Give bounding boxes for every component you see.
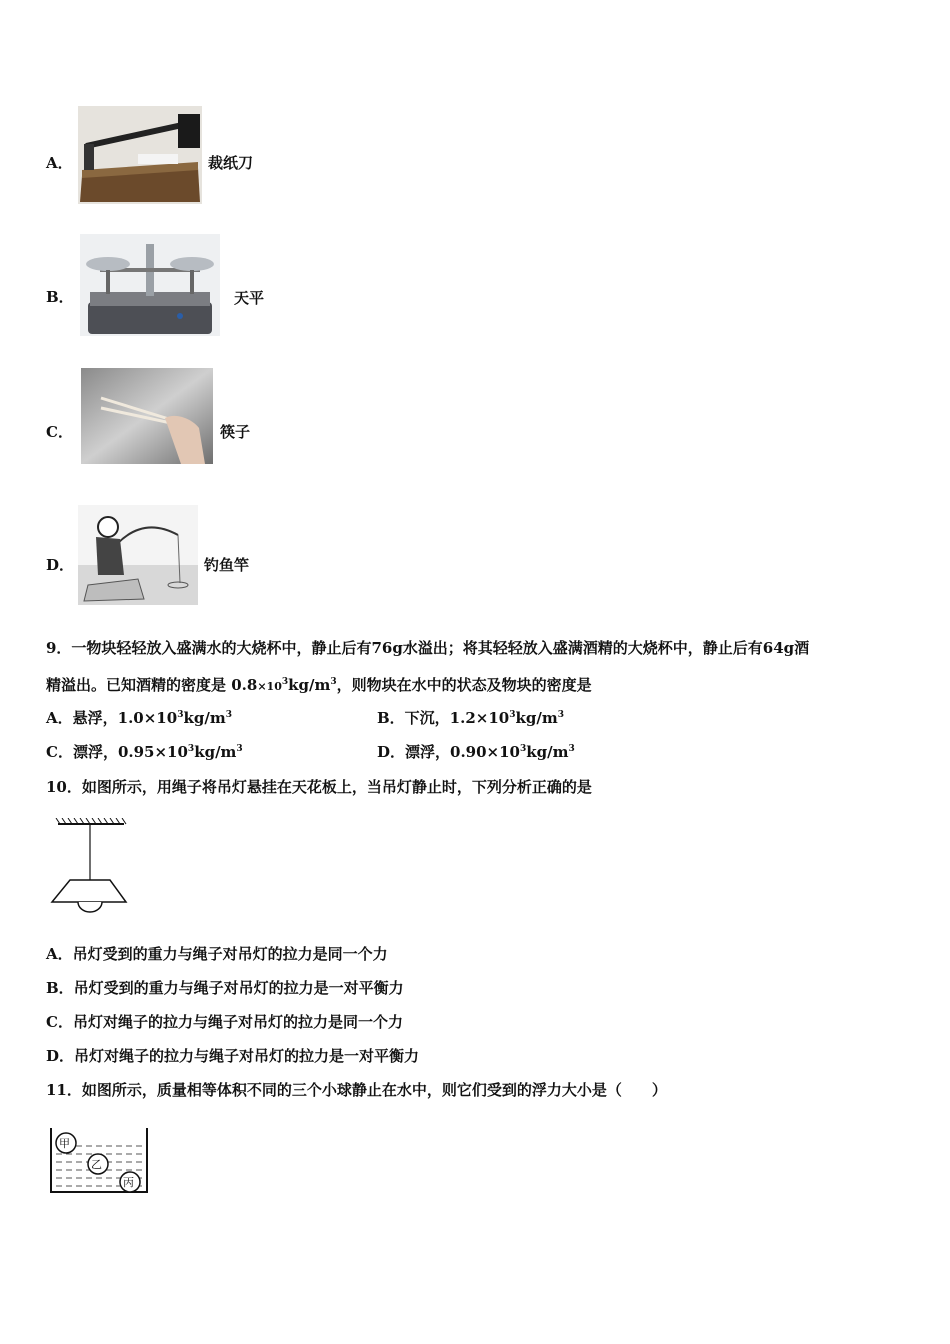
q10-option-d[interactable]: D．吊灯对绳子的拉力与绳子对吊灯的拉力是一对平衡力 [46,1047,420,1065]
fishing-rod-cartoon [78,505,198,605]
option-d-letter: D． [46,556,75,574]
option-d-label: 钓鱼竿 [204,556,250,574]
option-b-label: 天平 [234,289,265,307]
q9-option-b[interactable]: B．下沉，$1.2\times 10^3kg/m^3$ [377,709,564,727]
q10-option-c[interactable]: C．吊灯对绳子的拉力与绳子对吊灯的拉力是同一个力 [46,1013,403,1031]
ball-bing-label: 丙 [123,1176,134,1189]
option-c-letter: C． [46,423,73,441]
ball-jia-label: 甲 [59,1137,70,1150]
q10-option-a[interactable]: A．吊灯受到的重力与绳子对吊灯的拉力是同一个力 [46,945,388,963]
q9-stem-line1: 9．一物块轻轻放入盛满水的大烧杯中，静止后有76g水溢出；将其轻轻放入盛满酒精的大烧杯中，静止后有64g酒 [46,639,810,657]
ball-yi-label: 乙 [91,1158,102,1171]
q10-option-b[interactable]: B．吊灯受到的重力与绳子对吊灯的拉力是一对平衡力 [46,979,404,997]
balance-scale-photo [80,234,220,336]
hanging-lamp-diagram [44,818,132,918]
option-a-letter: A． [46,154,73,172]
q9-option-a[interactable]: A．悬浮，$1.0\times 10^3kg/m^3$ [46,709,232,727]
option-a-label: 裁纸刀 [208,154,254,172]
q11-stem: 11．如图所示，质量相等体积不同的三个小球静止在水中，则它们受到的浮力大小是（ ） [46,1081,667,1099]
floating-balls-diagram [48,1126,150,1196]
paper-cutter-photo [78,106,202,204]
chopsticks-photo [81,368,213,464]
q9-option-d[interactable]: D．漂浮，$0.90\times 10^3kg/m^3$ [377,743,575,761]
option-c-label: 筷子 [220,423,251,441]
q10-stem: 10．如图所示，用绳子将吊灯悬挂在天花板上，当吊灯静止时，下列分析正确的是 [46,778,592,796]
q9-stem-line2: 精溢出。已知酒精的密度是 $0.8\times 10^3kg/m^3$，则物块在水中的状态及物块的密度是 [46,676,592,694]
q9-option-c[interactable]: C．漂浮，$0.95\times 10^3kg/m^3$ [46,743,243,761]
option-b-letter: B． [46,288,74,306]
